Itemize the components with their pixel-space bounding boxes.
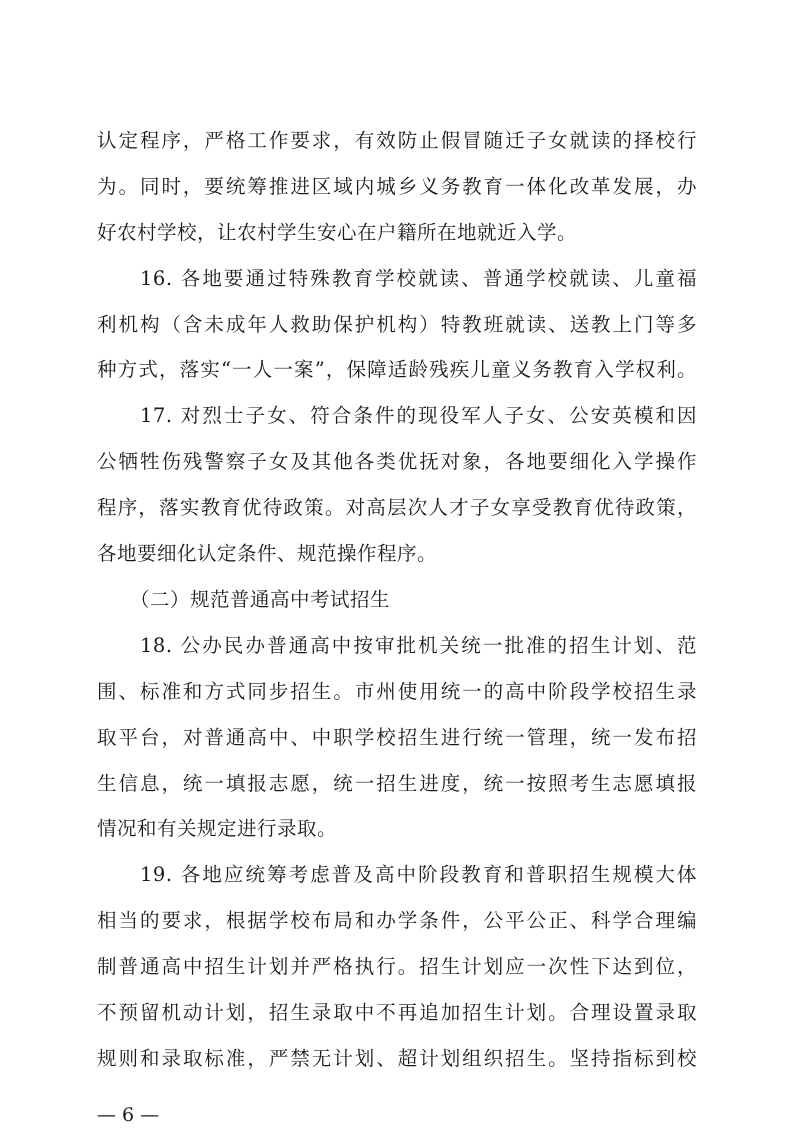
paragraph-17-line-4: 各地要细化认定条件、规范操作程序。 (97, 542, 438, 565)
paragraph-1-line-3: 好农村学校，让农村学生安心在户籍所在地就近入学。 (97, 221, 578, 244)
paragraph-19-line-4: 不预留机动计划，招生录取中不再追加招生计划。合理设置录取 (97, 1001, 697, 1024)
paragraph-16-line-2: 利机构（含未成年人救助保护机构）特教班就读、送教上门等多 (97, 313, 697, 336)
paragraph-18-line-1: 18. 公办民办普通高中按审批机关统一批准的招生计划、范 (140, 634, 697, 657)
paragraph-19-line-5: 规则和录取标准，严禁无计划、超计划组织招生。坚持指标到校 (97, 1047, 697, 1070)
paragraph-16-line-1: 16. 各地要通过特殊教育学校就读、普通学校就读、儿童福 (140, 267, 697, 290)
paragraph-18-line-5: 情况和有关规定进行录取。 (97, 817, 338, 840)
paragraph-1-line-1: 认定程序，严格工作要求，有效防止假冒随迁子女就读的择校行 (97, 129, 697, 152)
paragraph-17-line-2: 公牺牲伤残警察子女及其他各类优抚对象，各地要细化入学操作 (97, 450, 697, 473)
paragraph-17-line-3: 程序，落实教育优待政策。对高层次人才子女享受教育优待政策， (97, 496, 697, 519)
section-heading: （二）规范普通高中考试招生 (130, 588, 391, 611)
paragraph-19-line-3: 制普通高中招生计划并严格执行。招生计划应一次性下达到位， (97, 955, 697, 978)
paragraph-19-line-2: 相当的要求，根据学校布局和办学条件，公平公正、科学合理编 (97, 909, 697, 932)
paragraph-18-line-4: 生信息，统一填报志愿，统一招生进度，统一按照考生志愿填报 (97, 772, 697, 795)
page-number: — 6 — (97, 1104, 160, 1126)
paragraph-18-line-2: 围、标准和方式同步招生。市州使用统一的高中阶段学校招生录 (97, 680, 697, 703)
paragraph-18-line-3: 取平台，对普通高中、中职学校招生进行统一管理，统一发布招 (97, 726, 697, 749)
paragraph-17-line-1: 17. 对烈士子女、符合条件的现役军人子女、公安英模和因 (140, 404, 697, 427)
paragraph-16-line-3: 种方式，落实“一人一案”，保障适龄残疾儿童义务教育入学权利。 (97, 358, 697, 381)
paragraph-1-line-2: 为。同时，要统筹推进区域内城乡义务教育一体化改革发展，办 (97, 175, 697, 198)
paragraph-19-line-1: 19. 各地应统筹考虑普及高中阶段教育和普职招生规模大体 (140, 863, 697, 886)
